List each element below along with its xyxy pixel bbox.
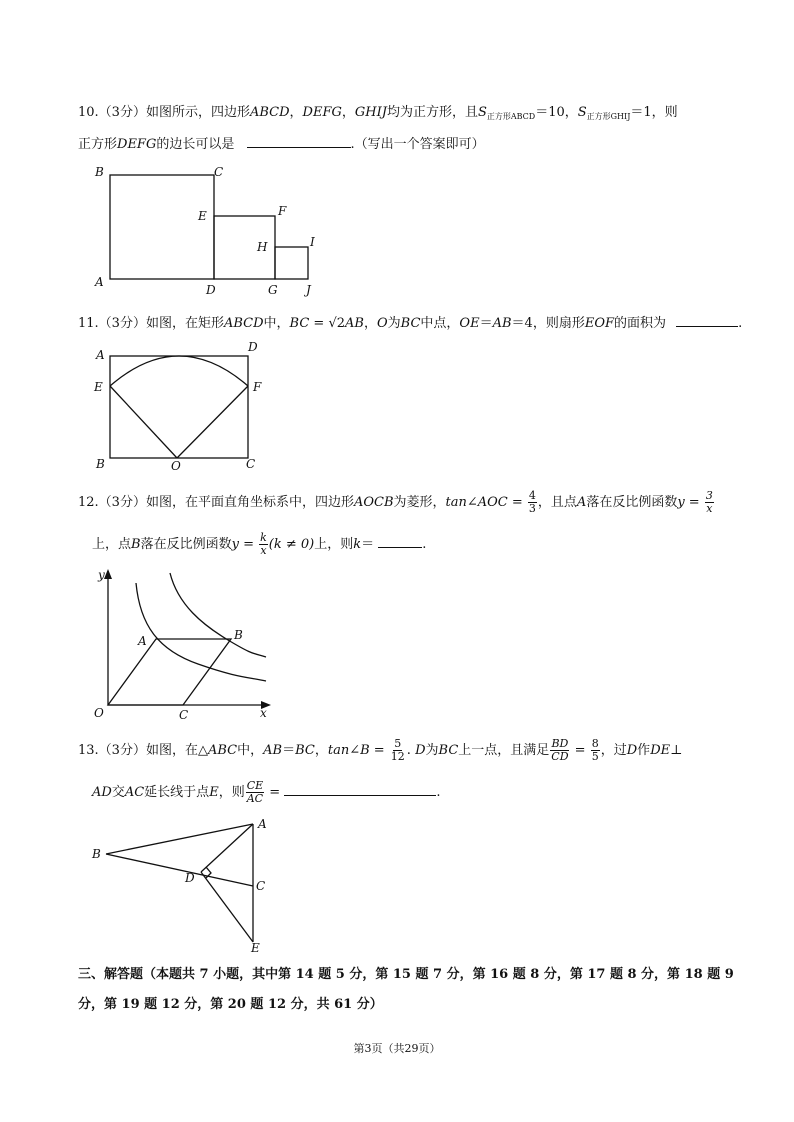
- q10-line1: 10.（3分）如图所示，四边形ABCD，DEFG，GHIJ均为正方形，且$S_{正方形ABCD}=10$，$S_{正方形GHIJ}=1$，则: [78, 105, 678, 121]
- curve-outer: [170, 573, 266, 657]
- curve-inner: [136, 583, 266, 681]
- section-heading-line1: 三、解答题（本题共 7 小题，其中第 14 题 5 分，第 15 题 7 分，第 16 题 8 分，第 17 题 8 分，第 18 题 9: [78, 967, 734, 982]
- svg-text:A: A: [258, 817, 267, 831]
- svg-text:A: A: [138, 634, 147, 648]
- label-i: I: [310, 235, 315, 249]
- side-bc: [106, 854, 253, 886]
- svg-text:C: C: [256, 879, 266, 893]
- svg-text:O: O: [94, 706, 104, 720]
- svg-text:B: B: [96, 457, 105, 471]
- q12-answer-blank[interactable]: [378, 534, 422, 548]
- label-f: F: [278, 204, 287, 218]
- line-de: [201, 872, 253, 942]
- svg-text:B: B: [234, 628, 243, 642]
- q12-line2: 上，点B落在反比例函数y = $\frac{k}{x}$ (k ≠ 0)上，则k＝ .: [92, 531, 427, 557]
- q13-answer-blank[interactable]: [284, 782, 436, 796]
- section-heading-line2: 分，第 19 题 12 分，第 20 题 12 分，共 61 分）: [78, 997, 383, 1012]
- square-abcd: [110, 175, 214, 279]
- line-ad: [201, 824, 253, 872]
- q11-answer-blank[interactable]: [676, 313, 738, 327]
- q13-line1: 13.（3分）如图，在△ABC中，AB＝BC，tan∠B = $\frac{5}{12}$ . D为BC上一点，且满足 $\frac{BD}{CD}$ = $\frac{8}{5}$ ，过D作DE⊥: [78, 737, 683, 763]
- q11-line1: 11.（3分）如图，在矩形ABCD中，BC = √2AB，O为BC中点，OE＝AB＝4，则扇形EOF的面积为 .: [78, 313, 742, 333]
- svg-text:C: C: [246, 457, 256, 471]
- square-ghij: [275, 247, 308, 279]
- y-axis-arrow: [104, 569, 112, 579]
- page-footer: 第3页（共29页）: [353, 1042, 441, 1055]
- label-b: B: [95, 165, 104, 179]
- q12-line1: 12.（3分）如图，在平面直角坐标系中，四边形AOCB为菱形，tan∠AOC = $\frac{4}{3}$ ，且点A落在反比例函数y = $\frac{3}{x}$: [78, 489, 713, 515]
- svg-text:D: D: [185, 871, 195, 885]
- arc-ef: [110, 356, 248, 386]
- line-oe: [110, 386, 177, 458]
- svg-text:O: O: [171, 459, 181, 473]
- q13-line2: AD交AC延长线于点E，则 $\frac{CE}{AC}$ = .: [92, 779, 441, 805]
- label-c: C: [214, 165, 224, 179]
- line-of: [177, 386, 248, 458]
- svg-text:A: A: [96, 348, 105, 362]
- q12-figure: [88, 565, 288, 725]
- label-j: J: [306, 283, 311, 297]
- side-ab: [106, 824, 253, 854]
- label-h: H: [257, 240, 268, 254]
- svg-text:B: B: [92, 847, 101, 861]
- svg-text:y: y: [98, 568, 105, 582]
- svg-text:E: E: [251, 941, 260, 955]
- q11-figure: [88, 340, 278, 476]
- q10-figure: [90, 160, 330, 300]
- svg-text:C: C: [179, 708, 189, 722]
- svg-text:F: F: [253, 380, 262, 394]
- svg-text:E: E: [94, 380, 103, 394]
- q13-figure: [88, 812, 288, 956]
- svg-text:D: D: [248, 340, 258, 354]
- q10-answer-blank[interactable]: [247, 134, 351, 148]
- label-e: E: [198, 209, 207, 223]
- label-g: G: [268, 283, 278, 297]
- q10-line2: 正方形DEFG的边长可以是 .（写出一个答案即可）: [78, 134, 485, 154]
- label-a: A: [95, 275, 104, 289]
- label-d: D: [206, 283, 216, 297]
- svg-text:x: x: [260, 706, 267, 720]
